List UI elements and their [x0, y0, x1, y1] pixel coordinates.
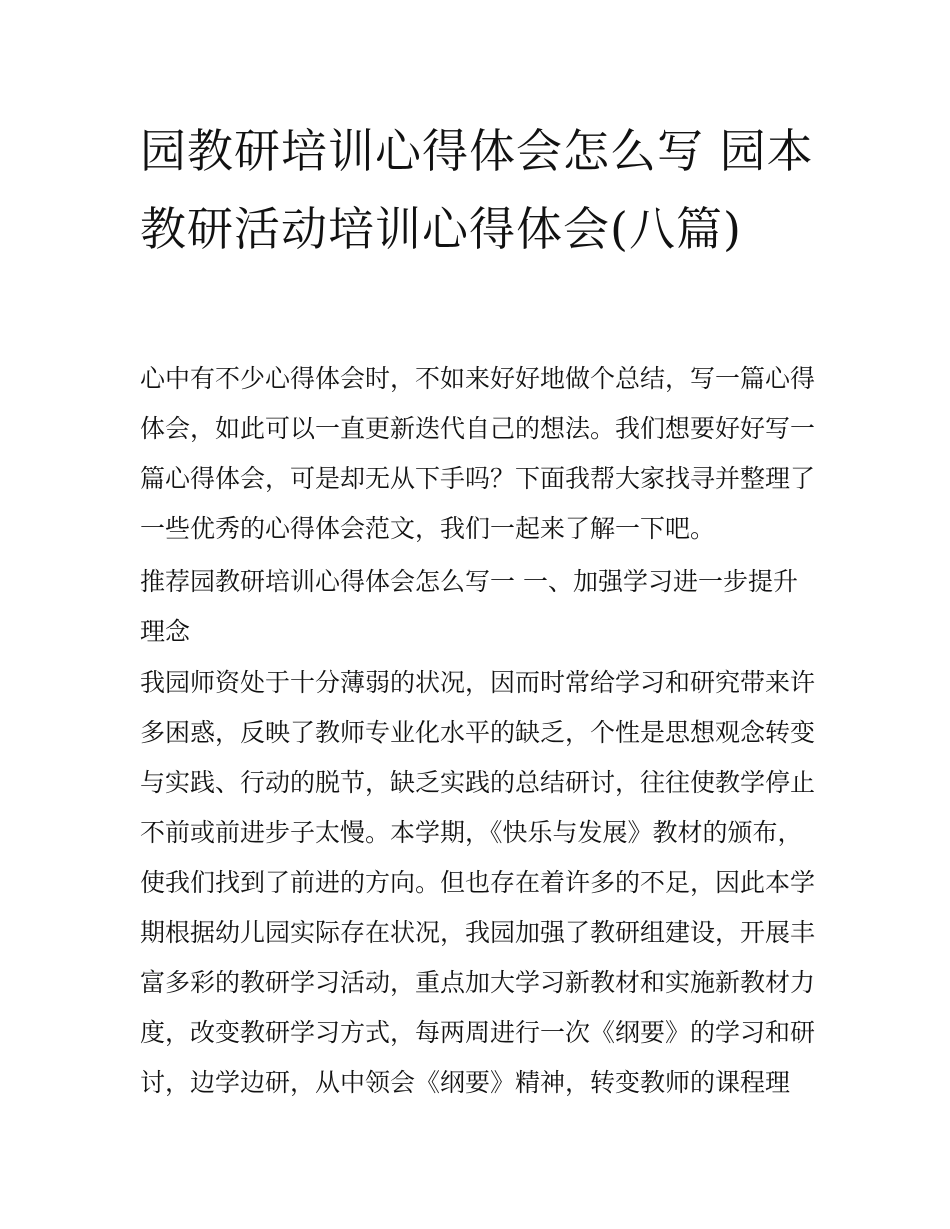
document-title: 园教研培训心得体会怎么写 园本教研活动培训心得体会(八篇)	[140, 124, 814, 256]
section-heading: 推荐园教研培训心得体会怎么写一 一、加强学习进一步提升理念	[140, 567, 798, 646]
intro-paragraph: 心中有不少心得体会时，不如来好好地做个总结，写一篇心得体会，如此可以一直更新迭代自己的想法。我们想要好好写一篇心得体会，可是却无从下手吗？下面我帮大家找寻并整理了一些优秀的心得体会范文，我们一起来了解一下吧。	[140, 364, 816, 543]
body-paragraph: 我园师资处于十分薄弱的状况，因而时常给学习和研究带来许多困惑，反映了教师专业化水平的缺乏，个性是思想观念转变与实践、行动的脱节，缺乏实践的总结研讨，往往使教学停止不前或前进步子太慢。本学期，《快乐与发展》教材的颁布，使我们找到了前进的方向。但也存在着许多的不足，因此本学期根据幼儿园实际存在状况，我园加强了教研组建设，开展丰富多彩的教研学习活动，重点加大学习新教材和实施新教材力度，改变教研学习方式，每两周进行一次《纲要》的学习和研讨，边学边研，从中领会《纲要》精神，转变教师的课程理	[140, 668, 816, 1097]
